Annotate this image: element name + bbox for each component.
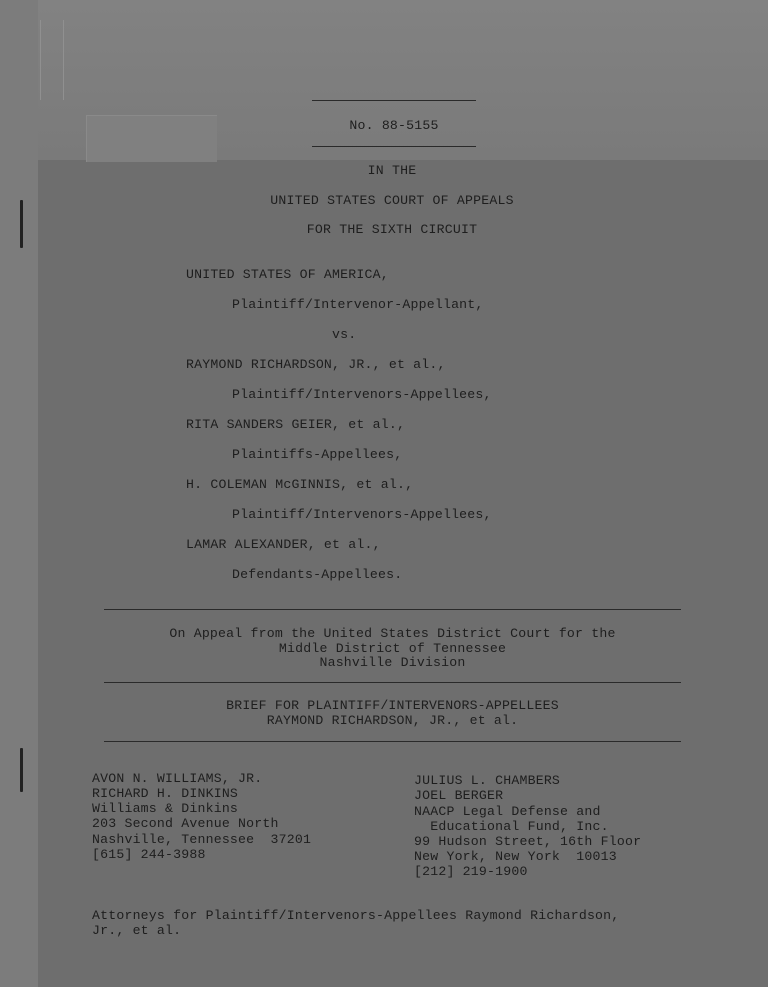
appeal-line-3: Nashville Division: [319, 655, 466, 670]
party-role-5: Defendants-Appellees.: [232, 567, 403, 582]
appeal-line-1: On Appeal from the United States District Court for the: [169, 626, 616, 641]
case-number-rule-top: [312, 100, 476, 101]
appeal-line-2: Middle District of Tennessee: [278, 641, 507, 656]
overlay-sheet: [38, 160, 768, 987]
court-line-1: IN THE: [367, 163, 417, 178]
party-role-2: Plaintiff/Intervenors-Appellees,: [232, 387, 492, 402]
versus: vs.: [332, 327, 357, 342]
binding-mark-lower: [20, 748, 23, 792]
attorneys-for-line-2: Jr., et al.: [92, 923, 182, 938]
party-role-3: Plaintiffs-Appellees,: [232, 447, 403, 462]
party-name-2: RAYMOND RICHARDSON, JR., et al.,: [186, 357, 446, 372]
scan-background-left: [0, 0, 38, 987]
counsel-right-line-7: [212] 219-1900: [414, 864, 528, 879]
section-rule-1: [104, 609, 681, 610]
party-role-4: Plaintiff/Intervenors-Appellees,: [232, 507, 492, 522]
counsel-left-line-3: Williams & Dinkins: [92, 801, 239, 816]
court-line-3: FOR THE SIXTH CIRCUIT: [306, 222, 478, 237]
section-rule-3: [104, 741, 681, 742]
counsel-left-line-2: RICHARD H. DINKINS: [92, 786, 239, 801]
attorneys-for-line-1: Attorneys for Plaintiff/Intervenors-Appellees Raymond Richardson,: [92, 908, 620, 923]
counsel-right-line-2: JOEL BERGER: [414, 788, 504, 803]
binder-clip-mark: [40, 20, 64, 100]
party-name-3: RITA SANDERS GEIER, et al.,: [186, 417, 406, 432]
paper-fragment: [86, 115, 217, 162]
counsel-left-line-5: Nashville, Tennessee 37201: [92, 832, 312, 847]
section-rule-2: [104, 682, 681, 683]
counsel-left-line-6: [615] 244-3988: [92, 847, 206, 862]
party-name-4: H. COLEMAN McGINNIS, et al.,: [186, 477, 414, 492]
counsel-right-line-5: 99 Hudson Street, 16th Floor: [414, 834, 642, 849]
party-name-1: UNITED STATES OF AMERICA,: [186, 267, 389, 282]
counsel-right-line-3: NAACP Legal Defense and: [414, 804, 601, 819]
brief-title-line-1: BRIEF FOR PLAINTIFF/INTERVENORS-APPELLEES: [226, 698, 559, 713]
counsel-left-line-1: AVON N. WILLIAMS, JR.: [92, 771, 263, 786]
counsel-right-line-6: New York, New York 10013: [414, 849, 617, 864]
binding-mark-upper: [20, 200, 23, 248]
party-role-1: Plaintiff/Intervenor-Appellant,: [232, 297, 484, 312]
case-number-rule-bottom: [312, 146, 476, 147]
court-line-2: UNITED STATES COURT OF APPEALS: [270, 193, 514, 208]
counsel-left-line-4: 203 Second Avenue North: [92, 816, 279, 831]
party-name-5: LAMAR ALEXANDER, et al.,: [186, 537, 381, 552]
counsel-right-line-4: Educational Fund, Inc.: [414, 819, 609, 834]
case-number: No. 88-5155: [349, 118, 439, 133]
counsel-right-line-1: JULIUS L. CHAMBERS: [414, 773, 561, 788]
brief-title-line-2: RAYMOND RICHARDSON, JR., et al.: [266, 713, 519, 728]
